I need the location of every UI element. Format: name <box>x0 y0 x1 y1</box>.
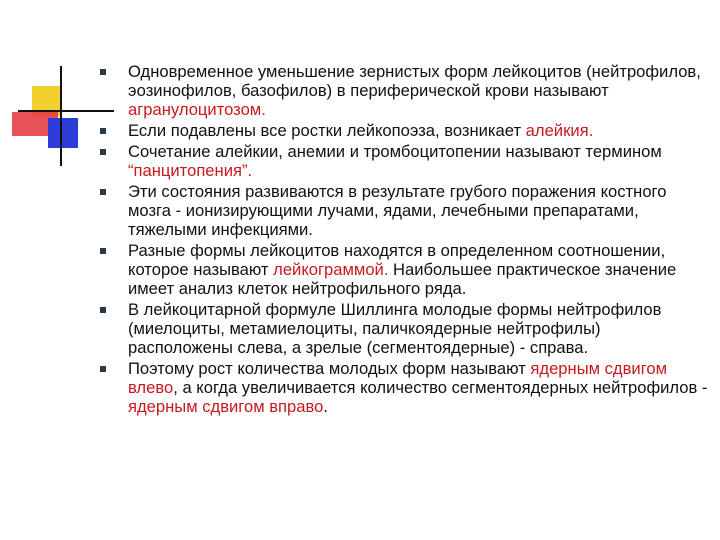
square-bullet-icon <box>100 69 106 75</box>
item-text: Сочетание алейкии, анемии и тромбоцитопении называют термином <box>128 141 662 161</box>
item-text-continued: , а когда увеличивается количество сегментоядерных нейтрофилов - <box>173 378 708 398</box>
bullet-item-4 <box>100 182 710 240</box>
bullet-list <box>100 62 710 417</box>
item-text: В лейкоцитарной формуле Шиллинга молодые формы нейтрофилов (миелоциты, метамиелоциты, паличкоядерные нейтрофилы) расположены слева, а зрелые (сегментоядерные) - справа. <box>128 299 662 358</box>
square-bullet-icon <box>100 248 106 254</box>
item-text: Одновременное уменьшение зернистых форм лейкоцитов (нейтрофилов, эозинофилов, базофилов) в периферической крови называют <box>128 62 701 101</box>
bullet-item-6 <box>100 300 710 358</box>
item-highlight: лейкограммой. <box>273 260 389 280</box>
decor-vertical-line <box>60 66 62 166</box>
bullet-item-5 <box>100 241 710 299</box>
item-highlight-2: ядерным сдвигом вправо <box>128 397 324 417</box>
item-highlight: ядерным сдвигом влево <box>128 359 668 398</box>
bullet-item-2 <box>100 121 710 140</box>
slide-content <box>100 62 710 418</box>
square-bullet-icon <box>100 307 106 313</box>
item-highlight: агранулоцитозом. <box>128 100 266 120</box>
item-highlight: алейкия. <box>525 121 594 141</box>
square-bullet-icon <box>100 128 106 134</box>
square-bullet-icon <box>100 189 106 195</box>
item-text-end: . <box>323 397 328 417</box>
bullet-item-1 <box>100 62 710 120</box>
item-text: Если подавлены все ростки лейкопоэза, возникает <box>128 121 526 141</box>
bullet-item-7 <box>100 359 710 417</box>
bullet-item-3 <box>100 142 710 180</box>
item-text-continued: Наибольшее практическое значение имеет анализ клеток нейтрофильного ряда. <box>128 260 677 299</box>
decor-blue-square <box>48 118 78 148</box>
item-text: Эти состояния развиваются в результате грубого поражения костного мозга - ионизирующими лучами, ядами, лечебными препаратами, тяжелыми инфекциями. <box>128 181 667 240</box>
item-highlight: “панцитопения”. <box>128 161 253 181</box>
square-bullet-icon <box>100 366 106 372</box>
item-text: Разные формы лейкоцитов находятся в определенном соотношении, которое называют <box>128 240 666 280</box>
item-text: Поэтому рост количества молодых форм называют <box>128 359 531 379</box>
square-bullet-icon <box>100 149 106 155</box>
